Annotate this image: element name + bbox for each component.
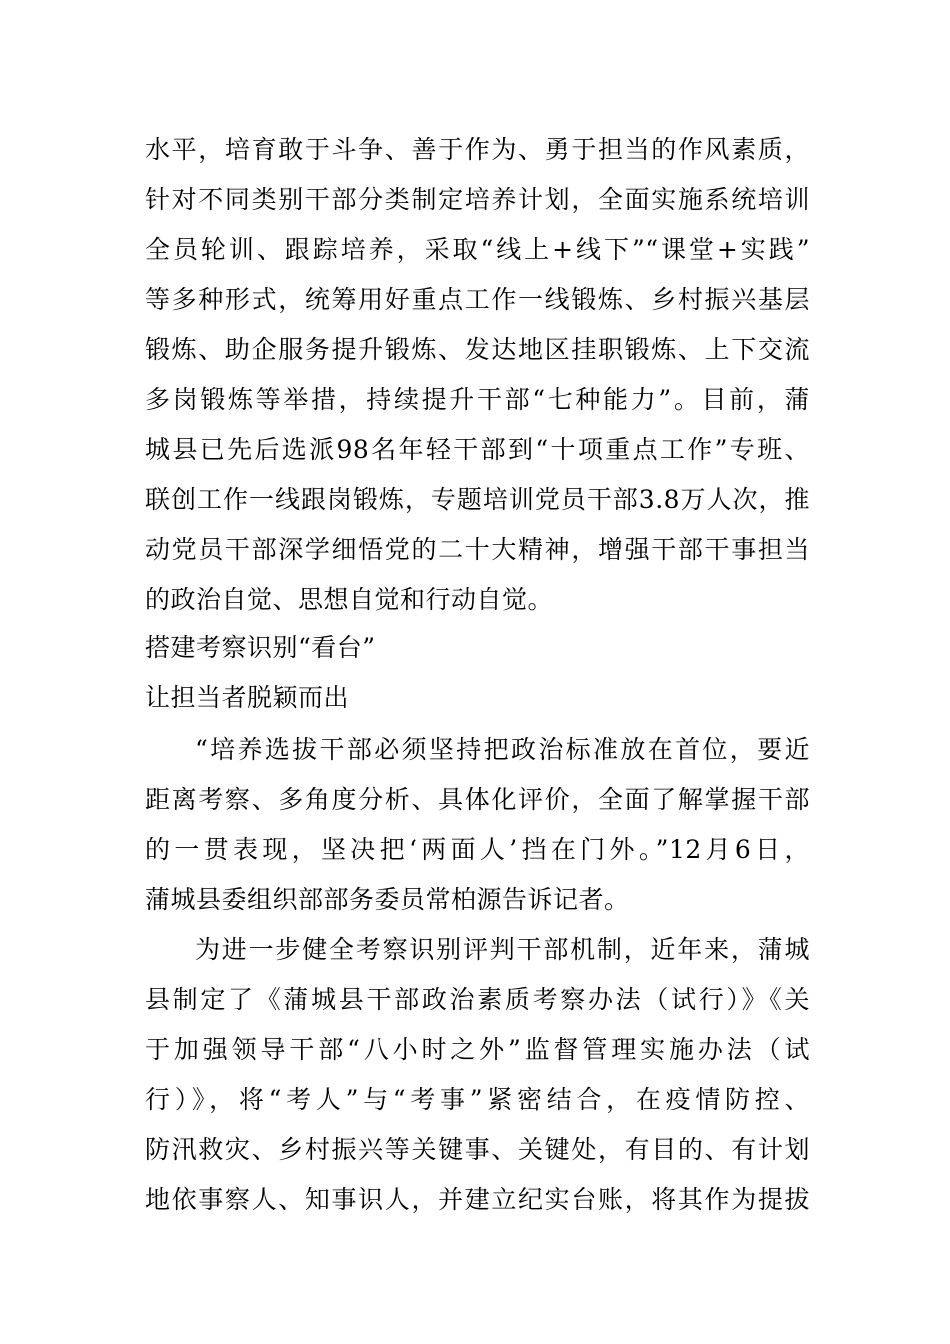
paragraph-line: 的政治自觉、思想自觉和行动自觉。 (145, 585, 554, 614)
paragraph-line: 水平，培育敢于斗争、善于作为、勇于担当的作风素质， (145, 135, 810, 164)
paragraph-line: 动党员干部深学细悟党的二十大精神，增强干部干事担当 (145, 535, 810, 564)
paragraph-line: 联创工作一线跟岗锻炼，专题培训党员干部3.8万人次，推 (145, 485, 810, 514)
paragraph-line: 等多种形式，统筹用好重点工作一线锻炼、乡村振兴基层 (145, 285, 810, 314)
paragraph-line: 蒲城县委组织部部务委员常柏源告诉记者。 (145, 885, 630, 914)
paragraph-line: “培养选拔干部必须坚持把政治标准放在首位，要近 (195, 735, 810, 764)
paragraph-line: 防汛救灾、乡村振兴等关键事、关键处，有目的、有计划 (145, 1135, 810, 1164)
paragraph-line: 城县已先后选派98名年轻干部到“十项重点工作”专班、 (145, 435, 810, 464)
section-heading: 搭建考察识别“看台” (145, 633, 376, 662)
paragraph-line: 的一贯表现，坚决把‘两面人’挡在门外。”12月6日， (145, 835, 810, 864)
paragraph-line: 为进一步健全考察识别评判干部机制，近年来，蒲城 (195, 935, 810, 964)
paragraph-line: 多岗锻炼等举措，持续提升干部“七种能力”。目前，蒲 (145, 385, 810, 414)
paragraph-line: 县制定了《蒲城县干部政治素质考察办法（试行）》《关 (145, 985, 810, 1014)
paragraph-line: 针对不同类别干部分类制定培养计划，全面实施系统培训 (145, 185, 810, 214)
paragraph-line: 全员轮训、跟踪培养，采取“线上+线下”“课堂+实践” (145, 235, 810, 264)
paragraph-line: 行）》，将“考人”与“考事”紧密结合，在疫情防控、 (145, 1085, 810, 1114)
section-subheading: 让担当者脱颖而出 (145, 683, 350, 712)
paragraph-line: 于加强领导干部“八小时之外”监督管理实施办法（试 (145, 1035, 810, 1064)
paragraph-line: 锻炼、助企服务提升锻炼、发达地区挂职锻炼、上下交流 (145, 335, 810, 364)
paragraph-line: 地依事察人、知事识人，并建立纪实台账，将其作为提拔 (145, 1185, 810, 1214)
paragraph-line: 距离考察、多角度分析、具体化评价，全面了解掌握干部 (145, 785, 810, 814)
